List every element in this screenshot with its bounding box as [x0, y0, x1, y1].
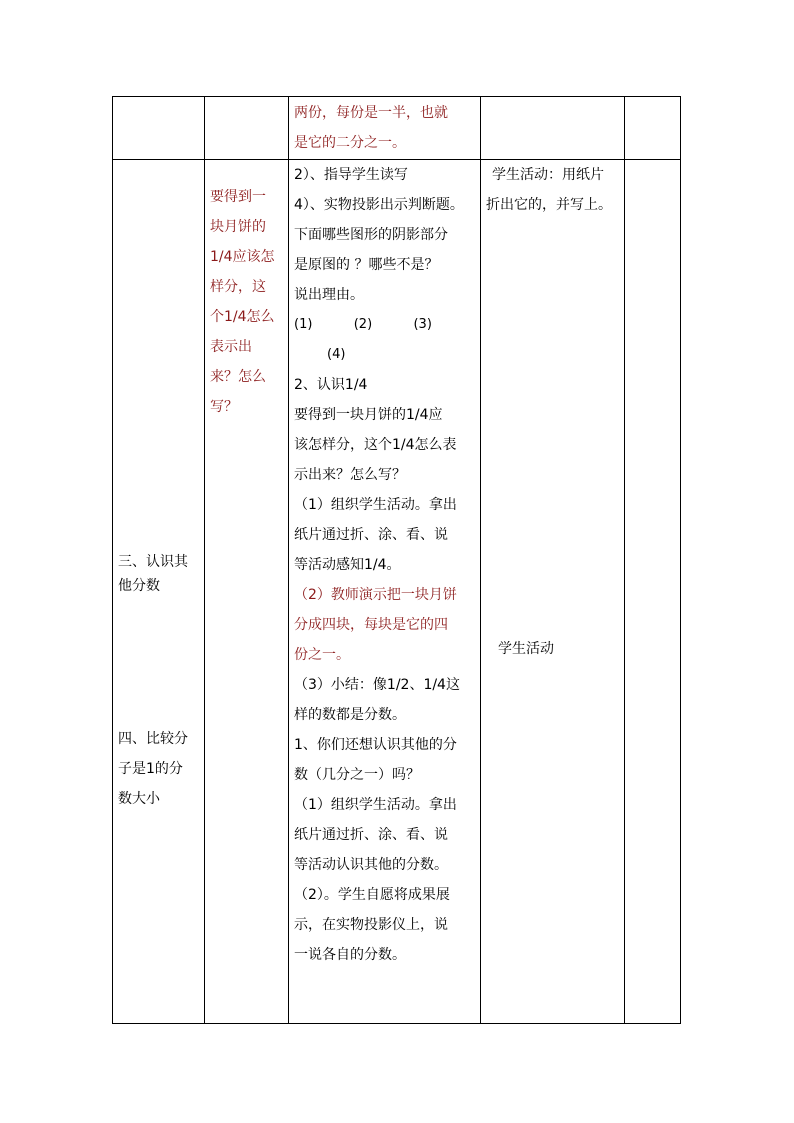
- text-line: 四、比较分: [118, 731, 188, 747]
- text-line: 他分数: [118, 578, 160, 594]
- question-cell: [210, 182, 286, 422]
- text-line: 学生活动: [498, 641, 554, 657]
- table-col-divider-3: [480, 96, 481, 1024]
- text-line: 2）、指导学生读写: [294, 167, 408, 183]
- text-line: 该怎样分，这个1/4怎么表: [294, 437, 457, 453]
- text-line: （3）小结：像1/2、1/4这: [294, 677, 460, 693]
- text-line: 数大小: [118, 791, 160, 807]
- text-line: 三、认识其: [118, 554, 188, 570]
- section-heading-4: [118, 724, 202, 814]
- text-line: 等活动认识其他的分数。: [294, 857, 448, 873]
- text-line: （1）组织学生活动。拿出: [294, 497, 457, 513]
- text-line: 数（几分之一）吗？: [294, 767, 420, 783]
- text-line: 份之一。: [294, 647, 350, 663]
- teaching-process-cell: [294, 160, 478, 970]
- text-line: 是它的二分之一。: [294, 135, 406, 151]
- text-line: 子是1的分: [118, 761, 183, 777]
- text-line: 是原图的 ？哪些不是？: [294, 257, 439, 273]
- figure-labels: (4): [294, 347, 346, 362]
- text-line: （2）。学生自愿将成果展: [294, 887, 450, 903]
- text-line: （2）教师演示把一块月饼: [294, 587, 457, 603]
- text-line: 4）、实物投影出示判断题。: [294, 197, 464, 213]
- text-line: （1）组织学生活动。拿出: [294, 797, 457, 813]
- text-line: 样分，这: [210, 279, 266, 295]
- text-line: 块月饼的: [210, 219, 266, 235]
- text-line: 样的数都是分数。: [294, 707, 406, 723]
- text-line: 表示出: [210, 339, 252, 355]
- table-border-top: [112, 96, 681, 97]
- text-line: 来？怎么: [210, 369, 266, 385]
- text-line: 要得到一块月饼的1/4应: [294, 407, 443, 423]
- table-border-bottom: [112, 1023, 681, 1024]
- text-line: 折出它的，并写上。: [486, 197, 612, 213]
- text-line: 示，在实物投影仪上，说: [294, 917, 448, 933]
- text-line: 两份，每份是一半，也就: [294, 105, 448, 121]
- text-line: 1、你们还想认识其他的分: [294, 737, 457, 753]
- text-line: 个1/4怎么: [210, 309, 275, 325]
- text-line: 示出来？怎么写？: [294, 467, 406, 483]
- text-line: 2、认识1/4: [294, 377, 368, 393]
- text-line: 纸片通过折、涂、看、说: [294, 827, 448, 843]
- table-border-left: [112, 96, 113, 1024]
- text-line: 纸片通过折、涂、看、说: [294, 527, 448, 543]
- text-line: 一说各自的分数。: [294, 947, 406, 963]
- table-col-divider-1: [204, 96, 205, 1024]
- text-line: 分成四块，每块是它的四: [294, 617, 448, 633]
- table-border-right: [680, 96, 681, 1024]
- table-col-divider-4: [624, 96, 625, 1024]
- student-activity-label: [498, 634, 618, 664]
- text-line: 1/4应该怎: [210, 249, 275, 265]
- text-line: 写？: [210, 399, 238, 415]
- table-col-divider-2: [288, 96, 289, 1024]
- row1-content-cell: [294, 98, 478, 158]
- text-line: 等活动感知1/4。: [294, 557, 401, 573]
- student-activity-cell: [486, 160, 622, 220]
- text-line: 要得到一: [210, 189, 266, 205]
- figure-labels: (1) (2) (3): [294, 317, 432, 332]
- text-line: 下面哪些图形的阴影部分: [294, 227, 448, 243]
- section-heading-3: [118, 550, 202, 598]
- text-line: 说出理由。: [294, 287, 364, 303]
- text-line: 学生活动：用纸片: [492, 167, 604, 183]
